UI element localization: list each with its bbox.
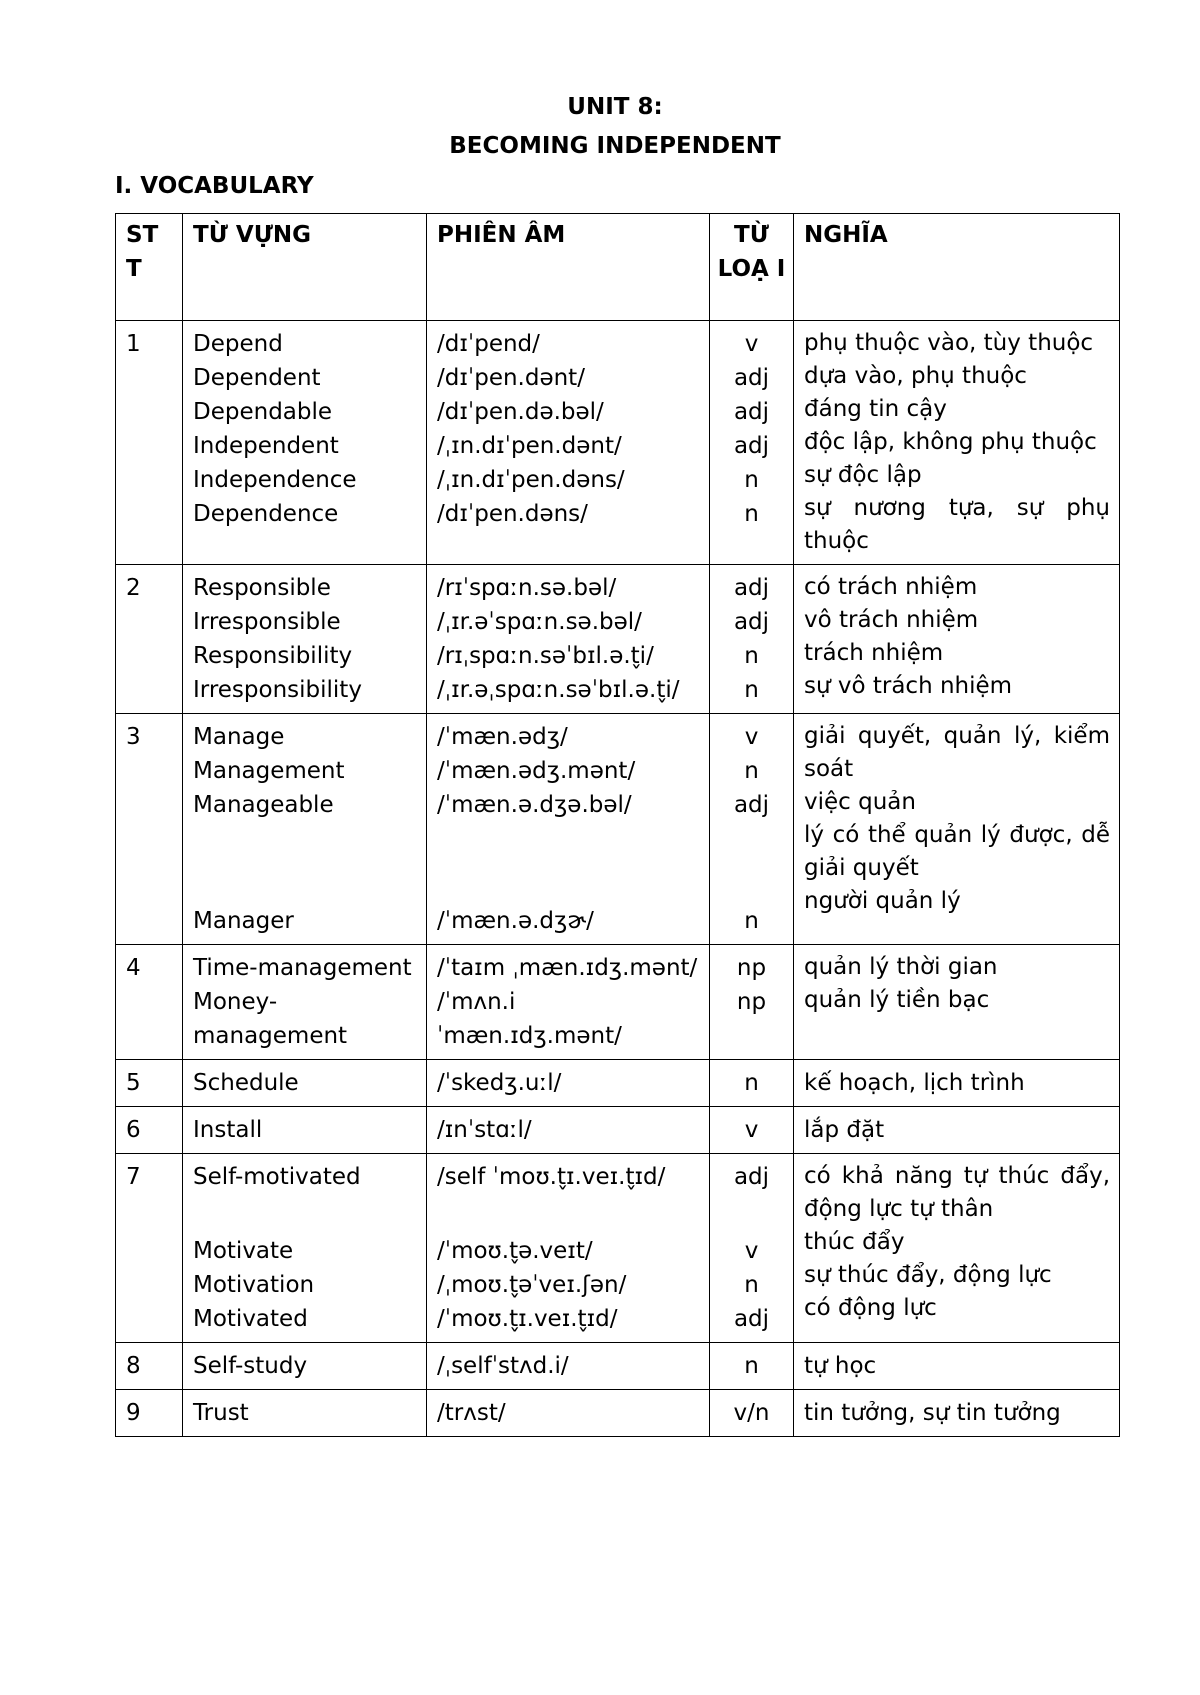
- meaning-cell: [794, 1154, 1120, 1343]
- word-cell: [183, 1154, 427, 1343]
- meaning: trách nhiệm: [804, 640, 944, 666]
- word: Responsible: [193, 575, 331, 601]
- vocabulary-table: [115, 213, 1120, 1437]
- ipa: /ˌmoʊ.t̬əˈveɪ.ʃən/: [437, 1272, 627, 1298]
- row-number: 6: [116, 1107, 183, 1154]
- pos: n: [744, 467, 759, 493]
- meaning: kế hoạch, lịch trình: [794, 1060, 1120, 1107]
- word-cell: [183, 321, 427, 565]
- meaning: phụ thuộc vào, tùy thuộc: [804, 330, 1094, 356]
- header-ipa: PHIÊN ÂM: [427, 214, 710, 321]
- word-cell: [183, 714, 427, 945]
- pos: adj: [733, 433, 770, 459]
- ipa: /dɪˈpend/: [437, 331, 540, 357]
- pos-cell: [710, 565, 794, 714]
- meaning-cell: [794, 321, 1120, 565]
- pos-cell: [710, 945, 794, 1060]
- word: Manager: [193, 908, 294, 934]
- meaning: lắp đặt: [794, 1107, 1120, 1154]
- ipa: /dɪˈpen.dəns/: [437, 501, 588, 527]
- ipa: /dɪˈpen.dənt/: [437, 365, 585, 391]
- word: Manage: [193, 724, 285, 750]
- row-number: 4: [116, 945, 183, 1060]
- ipa: /ˌselfˈstʌd.i/: [427, 1343, 710, 1390]
- word: Schedule: [183, 1060, 427, 1107]
- pos: adj: [733, 1164, 770, 1190]
- pos: v/n: [710, 1390, 794, 1437]
- word: Self-study: [183, 1343, 427, 1390]
- ipa: /ˈskedʒ.uːl/: [427, 1060, 710, 1107]
- ipa: /ˌɪn.dɪˈpen.dəns/: [437, 467, 625, 493]
- section-heading: I. VOCABULARY: [115, 173, 314, 199]
- pos: n: [744, 677, 759, 703]
- table-row: [116, 714, 1120, 945]
- pos-cell: [710, 714, 794, 945]
- word: Independence: [193, 467, 357, 493]
- table-row: [116, 1343, 1120, 1390]
- table-row: [116, 1390, 1120, 1437]
- word: Irresponsibility: [193, 677, 362, 703]
- ipa: /ˈmæn.ədʒ/: [437, 724, 568, 750]
- pos: adj: [733, 575, 770, 601]
- ipa: /ˈtaɪm ˌmæn.ɪdʒ.mənt/: [437, 955, 698, 981]
- meaning: sự nương tựa, sự phụ thuộc: [804, 495, 1110, 554]
- word: Management: [193, 758, 345, 784]
- ipa: /self ˈmoʊ.t̬ɪ.veɪ.t̬ɪd/: [437, 1164, 666, 1190]
- header-word: TỪ VỰNG: [183, 214, 427, 321]
- pos: n: [744, 643, 759, 669]
- row-number: 5: [116, 1060, 183, 1107]
- table-row: [116, 1107, 1120, 1154]
- pos: v: [744, 331, 759, 357]
- word: Self-motivated: [193, 1164, 361, 1190]
- table-row: [116, 1060, 1120, 1107]
- ipa: /ˈmæn.ə.dʒə.bəl/: [437, 792, 632, 818]
- ipa: /ˈmoʊ.t̬ə.veɪt/: [437, 1238, 593, 1264]
- ipa-cell: [427, 945, 710, 1060]
- ipa-cell: [427, 714, 710, 945]
- page-title: BECOMING INDEPENDENT: [449, 133, 781, 159]
- ipa: /ˌɪn.dɪˈpen.dənt/: [437, 433, 622, 459]
- word: Time-management: [193, 955, 412, 981]
- meaning: lý có thể quản lý được, dễ giải quyết: [804, 822, 1110, 881]
- row-number: 3: [116, 714, 183, 945]
- meaning: thúc đẩy: [804, 1229, 905, 1255]
- table-row: [116, 945, 1120, 1060]
- table-header-row: [116, 214, 1120, 321]
- header-meaning: NGHĨA: [794, 214, 1120, 321]
- meaning-cell: [794, 945, 1120, 1060]
- table-row: [116, 1154, 1120, 1343]
- pos: adj: [733, 365, 770, 391]
- pos: np: [736, 989, 767, 1015]
- ipa: /ˌɪr.əˈspɑːn.sə.bəl/: [437, 609, 642, 635]
- ipa: /ˈmʌn.i ˈmæn.ɪdʒ.mənt/: [437, 989, 622, 1049]
- ipa-cell: [427, 1154, 710, 1343]
- word: Motivate: [193, 1238, 294, 1264]
- word: Irresponsible: [193, 609, 341, 635]
- meaning: độc lập, không phụ thuộc: [804, 429, 1097, 455]
- header-stt: ST T: [116, 214, 183, 321]
- table-row: [116, 565, 1120, 714]
- word: Motivation: [193, 1272, 315, 1298]
- pos-cell: [710, 1154, 794, 1343]
- word: Dependable: [193, 399, 333, 425]
- meaning: tin tưởng, sự tin tưởng: [794, 1390, 1120, 1437]
- meaning: tự học: [794, 1343, 1120, 1390]
- ipa-cell: [427, 321, 710, 565]
- pos: adj: [733, 609, 770, 635]
- pos: adj: [733, 1306, 770, 1332]
- pos: v: [744, 724, 759, 750]
- word: Dependent: [193, 365, 321, 391]
- word: Responsibility: [193, 643, 353, 669]
- row-number: 9: [116, 1390, 183, 1437]
- ipa: /rɪˌspɑːn.səˈbɪl.ə.t̬i/: [437, 643, 654, 669]
- pos: adj: [733, 399, 770, 425]
- meaning: có động lực: [804, 1295, 937, 1321]
- word-cell: [183, 565, 427, 714]
- word: Install: [183, 1107, 427, 1154]
- ipa-cell: [427, 565, 710, 714]
- pos: v: [710, 1107, 794, 1154]
- meaning: người quản lý: [804, 888, 961, 914]
- row-number: 7: [116, 1154, 183, 1343]
- unit-label: UNIT 8:: [567, 94, 663, 120]
- meaning: quản lý thời gian: [804, 954, 998, 980]
- ipa: /trʌst/: [427, 1390, 710, 1437]
- meaning: giải quyết, quản lý, kiểm soát: [804, 723, 1110, 782]
- pos: n: [744, 908, 759, 934]
- pos: n: [710, 1060, 794, 1107]
- word: Manageable: [193, 792, 334, 818]
- pos: n: [744, 758, 759, 784]
- pos: n: [744, 1272, 759, 1298]
- meaning: quản lý tiền bạc: [804, 987, 990, 1013]
- word-cell: [183, 945, 427, 1060]
- row-number: 8: [116, 1343, 183, 1390]
- pos-cell: [710, 321, 794, 565]
- header-pos: TỪ LOẠ I: [710, 214, 794, 321]
- meaning-cell: [794, 565, 1120, 714]
- pos: np: [736, 955, 767, 981]
- row-number: 2: [116, 565, 183, 714]
- word: Trust: [183, 1390, 427, 1437]
- pos: n: [710, 1343, 794, 1390]
- pos: adj: [733, 792, 770, 818]
- table-row: [116, 321, 1120, 565]
- ipa: /dɪˈpen.də.bəl/: [437, 399, 604, 425]
- meaning: việc quản: [804, 789, 916, 815]
- meaning: sự thúc đẩy, động lực: [804, 1262, 1052, 1288]
- word: Independent: [193, 433, 339, 459]
- meaning: vô trách nhiệm: [804, 607, 979, 633]
- pos: v: [744, 1238, 759, 1264]
- row-number: 1: [116, 321, 183, 565]
- ipa: /ɪnˈstɑːl/: [427, 1107, 710, 1154]
- word: Dependence: [193, 501, 339, 527]
- meaning: có khả năng tự thúc đẩy, động lực tự thân: [804, 1163, 1110, 1222]
- pos: n: [744, 501, 759, 527]
- meaning: đáng tin cậy: [804, 396, 947, 422]
- word: Motivated: [193, 1306, 308, 1332]
- ipa: /rɪˈspɑːn.sə.bəl/: [437, 575, 617, 601]
- word: Money-management: [193, 989, 348, 1049]
- meaning-cell: [794, 714, 1120, 945]
- word: Depend: [193, 331, 283, 357]
- ipa: /ˈmæn.ə.dʒɚ/: [437, 908, 594, 934]
- ipa: /ˈmoʊ.t̬ɪ.veɪ.t̬ɪd/: [437, 1306, 618, 1332]
- meaning: có trách nhiệm: [804, 574, 978, 600]
- meaning: sự vô trách nhiệm: [804, 673, 1013, 699]
- meaning: sự độc lập: [804, 462, 922, 488]
- meaning: dựa vào, phụ thuộc: [804, 363, 1027, 389]
- ipa: /ˈmæn.ədʒ.mənt/: [437, 758, 636, 784]
- ipa: /ˌɪr.əˌspɑːn.səˈbɪl.ə.t̬i/: [437, 677, 680, 703]
